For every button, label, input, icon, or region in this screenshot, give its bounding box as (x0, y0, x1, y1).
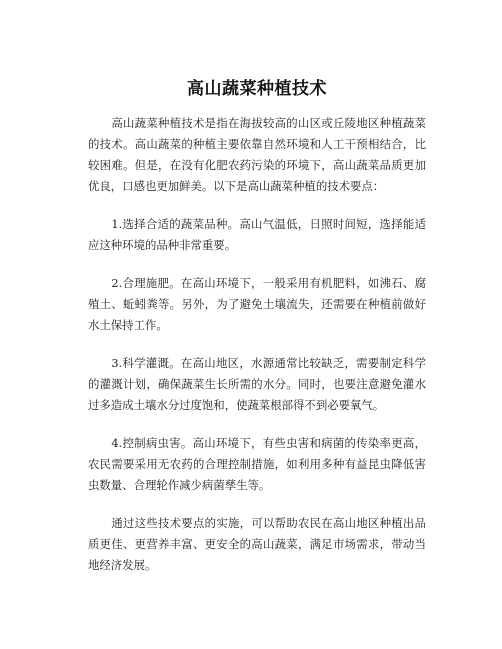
point-1-paragraph: 1.选择合适的蔬菜品种。高山气温低，日照时间短，选择能适应这种环境的品种非常重要。 (88, 217, 426, 252)
point-2-paragraph: 2.合理施肥。在高山环境下，一般采用有机肥料，如沸石、腐殖土、蚯蚓粪等。另外，为了避免土壤流失，还需要在种植前做好水土保持工作。 (88, 276, 426, 332)
point-4-paragraph: 4.控制病虫害。高山环境下，有些虫害和病菌的传染率更高，农民需要采用无农药的合理控制措施，如利用多种有益昆虫降低害虫数量、合理轮作减少病菌孳生等。 (88, 436, 426, 492)
intro-paragraph: 高山蔬菜种植技术是指在海拔较高的山区或丘陵地区种植蔬菜的技术。高山蔬菜的种植主要依靠自然环境和人工干预相结合，比较困难。但是，在没有化肥农药污染的环境下，高山蔬菜品质更加优良，口感也更加鲜美。以下是高山蔬菜种植的技术要点： (88, 116, 426, 193)
conclusion-paragraph: 通过这些技术要点的实施，可以帮助农民在高山地区种植出品质更佳、更营养丰富、更安全的高山蔬菜，满足市场需求，带动当地经济发展。 (88, 516, 426, 572)
document-title: 高山蔬菜种植技术 (187, 79, 327, 99)
point-3-paragraph: 3.科学灌溉。在高山地区，水源通常比较缺乏，需要制定科学的灌溉计划，确保蔬菜生长所需的水分。同时，也要注意避免灌水过多造成土壤水分过度饱和，使蔬菜根部得不到必要氧气。 (88, 356, 426, 412)
